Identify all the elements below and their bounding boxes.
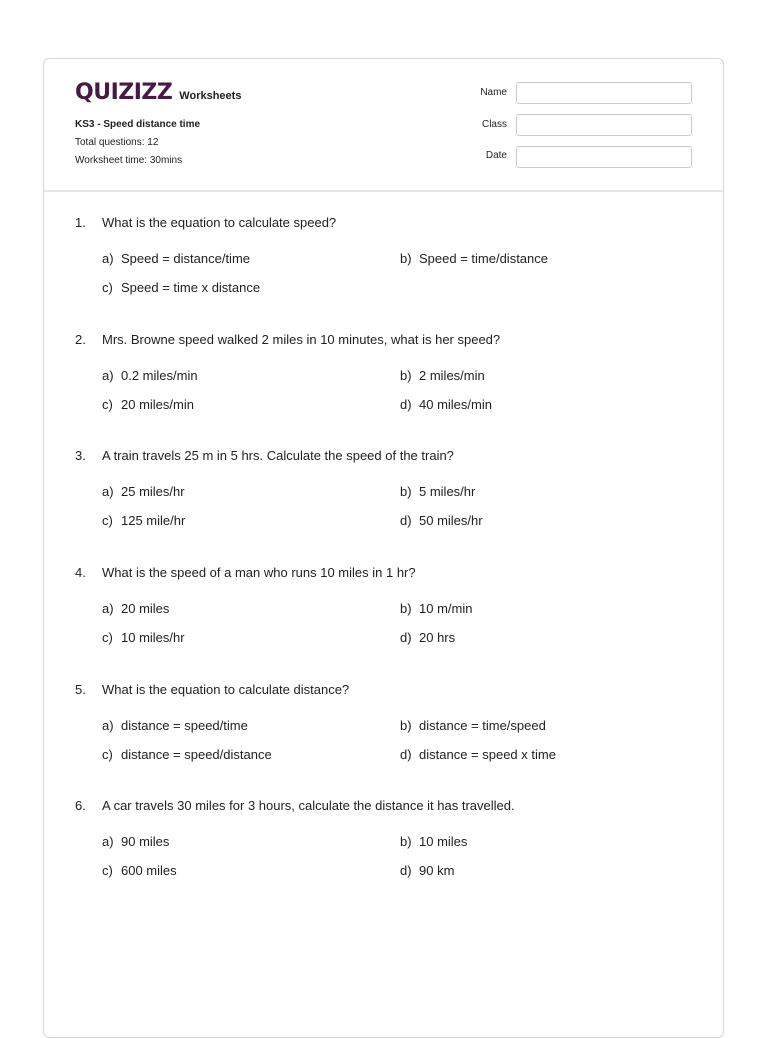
option-text: 25 miles/hr	[121, 484, 185, 499]
option-letter: a)	[102, 484, 114, 499]
answer-option	[400, 747, 698, 763]
class-field[interactable]	[516, 114, 692, 136]
option-text: 90 km	[419, 863, 455, 878]
option-text: 125 mile/hr	[121, 513, 186, 528]
answer-option	[102, 397, 400, 413]
answer-option	[102, 718, 400, 734]
question	[75, 682, 695, 763]
answer-option	[400, 863, 698, 879]
option-letter: b)	[400, 718, 412, 733]
question-number: 2.	[75, 332, 86, 347]
question-number: 6.	[75, 798, 86, 813]
answer-options	[102, 251, 695, 296]
option-letter: c)	[102, 747, 113, 762]
answer-option	[400, 368, 698, 384]
option-letter: d)	[400, 630, 412, 645]
question-stem	[75, 448, 695, 464]
name-field[interactable]	[516, 82, 692, 104]
question-number: 5.	[75, 682, 86, 697]
question	[75, 332, 695, 413]
option-text: distance = speed x time	[419, 747, 556, 762]
question-text: What is the equation to calculate distance?	[102, 682, 350, 697]
option-text: 20 miles	[121, 601, 170, 616]
answer-options	[102, 368, 695, 413]
option-letter: c)	[102, 513, 113, 528]
option-letter: d)	[400, 863, 412, 878]
question	[75, 798, 695, 879]
option-text: 40 miles/min	[419, 397, 492, 412]
option-text: 10 miles	[419, 834, 468, 849]
answer-option	[102, 630, 400, 646]
question-text: What is the equation to calculate speed?	[102, 215, 337, 230]
logo-section: Worksheets	[179, 90, 242, 102]
option-text: Speed = time x distance	[121, 280, 261, 295]
quizizz-logo	[75, 80, 241, 105]
question	[75, 448, 695, 529]
question-stem	[75, 565, 695, 581]
option-text: 5 miles/hr	[419, 484, 476, 499]
option-letter: a)	[102, 601, 114, 616]
answer-option	[400, 601, 698, 617]
answer-option	[400, 834, 698, 850]
option-letter: c)	[102, 280, 113, 295]
question-number: 1.	[75, 215, 86, 230]
question-stem	[75, 332, 695, 348]
option-letter: a)	[102, 718, 114, 733]
option-letter: b)	[400, 834, 412, 849]
question-text: Mrs. Browne speed walked 2 miles in 10 minutes, what is her speed?	[102, 332, 501, 347]
option-letter: d)	[400, 513, 412, 528]
answer-options	[102, 601, 695, 646]
option-text: Speed = distance/time	[121, 251, 250, 266]
option-text: 600 miles	[121, 863, 177, 878]
answer-options	[102, 834, 695, 879]
name-label: Name	[480, 87, 507, 98]
option-letter: d)	[400, 397, 412, 412]
option-text: 10 miles/hr	[121, 630, 185, 645]
worksheet-title: KS3 - Speed distance time	[75, 119, 201, 130]
option-letter: b)	[400, 251, 412, 266]
date-label: Date	[485, 150, 507, 161]
answer-option	[102, 251, 400, 267]
class-label: Class	[481, 119, 507, 130]
worksheet-page	[43, 58, 724, 1038]
answer-option	[400, 484, 698, 500]
question-text: A car travels 30 miles for 3 hours, calculate the distance it has travelled.	[102, 798, 515, 813]
question-number: 4.	[75, 565, 86, 580]
option-letter: b)	[400, 601, 412, 616]
option-text: distance = time/speed	[419, 718, 546, 733]
option-text: 2 miles/min	[419, 368, 485, 383]
question-text: A train travels 25 m in 5 hrs. Calculate the speed of the train?	[102, 448, 454, 463]
option-letter: c)	[102, 630, 113, 645]
worksheet-header	[44, 59, 723, 192]
option-letter: d)	[400, 747, 412, 762]
option-text: 20 miles/min	[121, 397, 194, 412]
question	[75, 215, 695, 296]
answer-option	[400, 513, 698, 529]
option-text: 0.2 miles/min	[121, 368, 198, 383]
answer-option	[400, 251, 698, 267]
option-letter: b)	[400, 484, 412, 499]
question-text: What is the speed of a man who runs 10 miles in 1 hr?	[102, 565, 416, 580]
option-text: Speed = time/distance	[419, 251, 548, 266]
answer-option	[102, 863, 400, 879]
answer-option	[102, 513, 400, 529]
option-letter: b)	[400, 368, 412, 383]
answer-option	[102, 280, 400, 296]
answer-option	[102, 747, 400, 763]
option-text: distance = speed/time	[121, 718, 248, 733]
total-questions: Total questions: 12	[75, 137, 159, 148]
option-text: 10 m/min	[419, 601, 473, 616]
worksheet-time: Worksheet time: 30mins	[75, 155, 183, 166]
option-text: 90 miles	[121, 834, 170, 849]
option-text: 20 hrs	[419, 630, 456, 645]
answer-options	[102, 718, 695, 763]
option-text: distance = speed/distance	[121, 747, 272, 762]
question-stem	[75, 798, 695, 814]
answer-option	[400, 718, 698, 734]
date-field[interactable]	[516, 146, 692, 168]
answer-option	[400, 630, 698, 646]
answer-option	[102, 484, 400, 500]
question-stem	[75, 215, 695, 231]
answer-option	[102, 601, 400, 617]
question	[75, 565, 695, 646]
question-number: 3.	[75, 448, 86, 463]
option-letter: c)	[102, 863, 113, 878]
answer-options	[102, 484, 695, 529]
option-text: 50 miles/hr	[419, 513, 483, 528]
option-letter: a)	[102, 368, 114, 383]
answer-option	[102, 368, 400, 384]
answer-option	[102, 834, 400, 850]
option-letter: a)	[102, 251, 114, 266]
option-letter: c)	[102, 397, 113, 412]
logo-wordmark: QUIZIZZ	[75, 80, 173, 105]
option-letter: a)	[102, 834, 114, 849]
question-stem	[75, 682, 695, 698]
answer-option	[400, 397, 698, 413]
